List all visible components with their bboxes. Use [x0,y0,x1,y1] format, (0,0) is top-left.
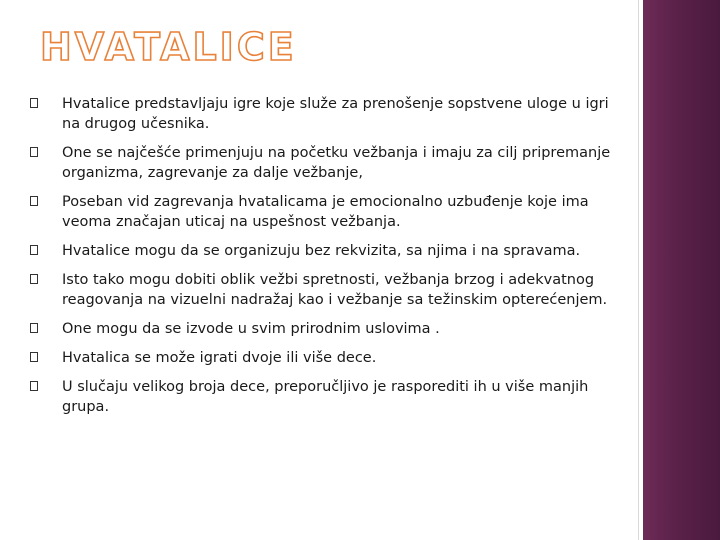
bullet-text: One se najčešće primenjuju na početku vežbanja i imaju za cilj pripremanje organizma, zagrevanje za dalje vežbanje, [62,145,611,181]
bullet-text: Isto tako mogu dobiti oblik vežbi spretnosti, vežbanja brzog i adekvatnog reagovanja na vizuelni nadražaj kao i vežbanje sa težinskim opterećenjem. [62,272,608,308]
bullet-item [30,192,620,232]
square-bullet-icon [30,323,38,333]
bullet-text: One mogu da se izvode u svim prirodnim uslovima . [62,321,440,337]
side-bar-divider [638,0,639,540]
square-bullet-icon [30,147,38,157]
bullet-item [30,94,620,134]
bullet-item [30,348,620,368]
bullet-text: Poseban vid zagrevanja hvatalicama je emocionalno uzbuđenje koje ima veoma značajan uticaj na uspešnost vežbanja. [62,194,589,230]
bullet-text: Hvatalice mogu da se organizuju bez rekvizita, sa njima i na spravama. [62,243,581,259]
bullet-text: U slučaju velikog broja dece, preporučljivo je rasporediti ih u više manjih grupa. [62,379,589,415]
square-bullet-icon [30,196,38,206]
decorative-side-bar [643,0,720,540]
bullet-text: Hvatalice predstavljaju igre koje služe za prenošenje sopstvene uloge u igri na drugog učesnika. [62,96,609,132]
bullet-text: Hvatalica se može igrati dvoje ili više dece. [62,350,377,366]
square-bullet-icon [30,98,38,108]
bullet-item [30,143,620,183]
bullet-item [30,241,620,261]
bullet-item [30,377,620,417]
bullet-list [30,94,620,426]
bullet-item [30,270,620,310]
square-bullet-icon [30,245,38,255]
slide-title: HVATALICE [40,25,297,69]
square-bullet-icon [30,352,38,362]
square-bullet-icon [30,274,38,284]
square-bullet-icon [30,381,38,391]
bullet-item [30,319,620,339]
